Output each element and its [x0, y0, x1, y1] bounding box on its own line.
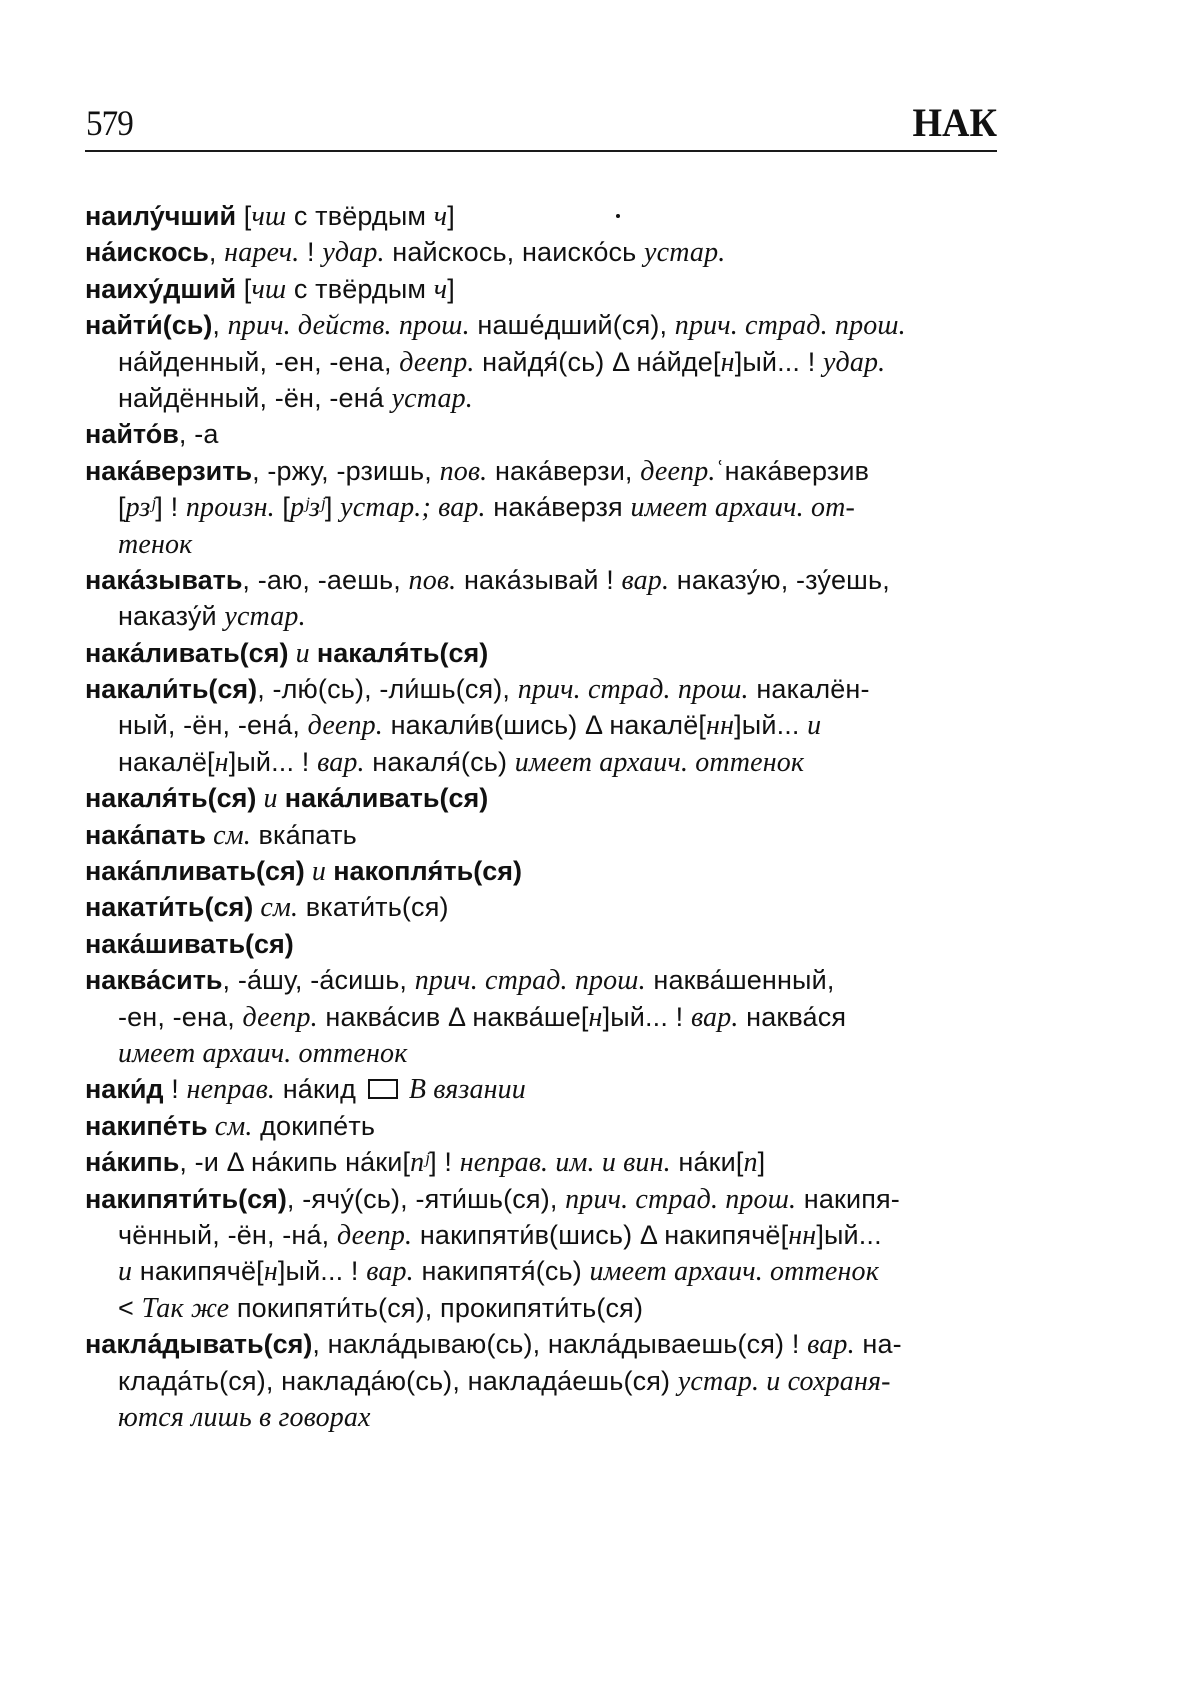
dictionary-entry — [85, 198, 997, 234]
entry-line-head — [85, 1144, 997, 1180]
entry-text: ]ый... ! — [602, 1001, 691, 1032]
entry-line-head — [85, 1108, 997, 1144]
grammar-label: деепр. — [399, 346, 475, 378]
headword: найто́в — [85, 419, 179, 450]
grammar-label: нн — [706, 710, 735, 742]
entry-line-continuation — [85, 526, 997, 562]
grammar-label: ются лишь в говорах — [118, 1401, 371, 1433]
guide-word: НАК — [912, 100, 997, 145]
entry-text: , -ржу, -рзишь, — [252, 455, 440, 486]
headword: нака́зывать — [85, 564, 243, 595]
dictionary-entry — [85, 453, 997, 562]
grammar-label: см. — [206, 819, 251, 851]
entry-text: найскось, наиско́сь — [384, 237, 645, 268]
grammar-label: нареч. — [224, 237, 300, 269]
dictionary-entry — [85, 271, 997, 307]
grammar-label: ч — [433, 273, 448, 305]
entry-line-continuation — [85, 1035, 997, 1071]
entry-text: наказу́ю, -зу́ешь, — [669, 564, 890, 595]
entry-text: на́йденный, -ен, -ена, — [118, 346, 400, 377]
entry-text: докипе́ть — [252, 1110, 376, 1141]
grammar-label: и — [304, 856, 334, 888]
entry-text: ]ый... — [734, 710, 808, 741]
header-rule-divider — [85, 150, 997, 152]
grammar-label: прич. страд. прош. — [414, 965, 646, 997]
grammar-label: деепр. — [336, 1219, 413, 1251]
headword: наки́д — [85, 1074, 164, 1105]
grammar-label: чш — [251, 201, 287, 232]
grammar-label: прич. страд. прош. — [674, 310, 906, 342]
grammar-label: прич. действ. прош. — [227, 310, 470, 342]
entry-text: ] — [447, 201, 455, 231]
entry-text: < — [118, 1292, 142, 1323]
grammar-label: неправ. — [186, 1074, 276, 1106]
entry-text: , -а — [178, 419, 219, 450]
entry-text: ] ! — [429, 1147, 460, 1178]
grammar-label: н — [263, 1256, 278, 1288]
entry-text: ] ! — [155, 492, 186, 523]
entry-text: накипяти́в(шись) Δ накипячё[ — [412, 1219, 789, 1250]
headword: наква́сить — [85, 965, 223, 996]
entry-text: , — [208, 237, 225, 268]
headword: нака́ливать(ся) — [85, 637, 289, 668]
grammar-label: н — [214, 746, 229, 778]
grammar-label: пов. — [408, 564, 457, 596]
entry-text: наква́шенный, — [645, 965, 835, 996]
grammar-label: прич. страд. прош. — [565, 1183, 797, 1215]
dictionary-entry — [85, 853, 997, 889]
grammar-label: неправ. им. и вин. — [459, 1147, 671, 1179]
entry-text: клада́ть(ся), наклада́ю(сь), наклада́ешь(ся) — [118, 1365, 678, 1396]
grammar-label: имеет архаич. оттенок — [514, 746, 805, 778]
entry-text: наква́сив Δ наква́ше[ — [317, 1001, 589, 1032]
grammar-label: имеет архаич. оттенок — [589, 1256, 879, 1288]
headword: наилу́чший — [85, 201, 237, 231]
entry-line-continuation — [85, 380, 997, 416]
entry-text: найдённый, -ён, -ена́ — [118, 382, 392, 413]
entry-line-continuation — [85, 489, 997, 525]
grammar-label: деепр. — [307, 710, 383, 742]
entry-text: наказу́й — [118, 601, 225, 632]
entry-text: наше́дший(ся), — [469, 310, 675, 341]
grammar-label: и — [807, 710, 822, 742]
headword: нака́пать — [85, 819, 206, 850]
entry-line-head — [85, 1326, 997, 1362]
headword: накла́дывать(ся) — [85, 1329, 313, 1360]
entry-line-continuation — [85, 744, 997, 780]
dictionary-entry — [85, 1071, 997, 1107]
dictionary-entry — [85, 1326, 997, 1435]
headword: на́кипь — [85, 1147, 180, 1178]
entry-line-head — [85, 889, 997, 925]
entry-line-head — [85, 962, 997, 998]
entry-text: ] — [757, 1147, 766, 1178]
entry-line-head — [85, 198, 997, 234]
dictionary-entry — [85, 962, 997, 1071]
entry-line-continuation — [85, 1399, 997, 1435]
grammar-label: вар. — [317, 746, 365, 778]
entry-text: , -лю́(сь), -ли́шь(ся), — [257, 674, 518, 705]
entry-text: [ — [274, 492, 291, 523]
empty-square-icon — [368, 1079, 398, 1099]
grammar-label: пов. — [439, 455, 488, 487]
entry-line-continuation — [85, 999, 997, 1035]
headword: на́искось — [85, 237, 209, 268]
entry-text: [ — [236, 201, 252, 231]
grammar-label: устар. — [224, 601, 306, 633]
entry-line-head — [85, 1181, 997, 1217]
dictionary-entry — [85, 671, 997, 780]
dictionary-entry — [85, 416, 997, 452]
headword: найти́(сь) — [85, 310, 213, 341]
headword: накаля́ть(ся) — [85, 783, 257, 814]
dictionary-entry — [85, 1108, 997, 1144]
grammar-label: н — [588, 1001, 603, 1033]
grammar-label: н — [720, 346, 735, 378]
entry-line-head — [85, 926, 997, 962]
headword: накали́ть(ся) — [85, 674, 258, 705]
entry-line-head — [85, 817, 997, 853]
entry-text: на́ки[ — [670, 1147, 744, 1178]
grammar-label: прич. страд. прош. — [517, 674, 749, 706]
entry-text: ] — [324, 492, 341, 523]
grammar-label: устар. и сохраня- — [677, 1365, 891, 1397]
grammar-label: и — [288, 637, 317, 669]
entry-text: ʿнака́верзив — [715, 455, 870, 486]
entry-text: ]ый... — [816, 1219, 882, 1250]
entry-text: накали́в(шись) Δ накалё[ — [382, 710, 707, 741]
entry-list — [85, 198, 997, 1435]
entry-text: с твёрдым — [286, 201, 434, 231]
grammar-label: и — [118, 1256, 133, 1288]
entry-line-head — [85, 780, 997, 816]
entry-text: ]ый... ! — [734, 346, 824, 377]
dictionary-entry — [85, 307, 997, 416]
grammar-label: В вязании — [401, 1074, 526, 1106]
entry-line-continuation — [85, 1217, 997, 1253]
entry-text: наква́ся — [738, 1001, 847, 1032]
grammar-label: вар. — [807, 1329, 855, 1361]
headword: нака́шивать(ся) — [85, 928, 294, 959]
entry-text: найдя́(сь) Δ на́йде[ — [474, 346, 721, 377]
grammar-label: вар. — [621, 564, 670, 596]
entry-text: накаля́(сь) — [364, 746, 515, 777]
entry-line-head — [85, 416, 997, 452]
grammar-label: произн. — [185, 492, 275, 524]
dictionary-entry — [85, 817, 997, 853]
entry-text: накалён- — [748, 674, 870, 705]
entry-text: вка́пать — [250, 819, 357, 850]
headword: накопля́ть(ся) — [333, 856, 522, 887]
entry-text: покипяти́ть(ся), прокипяти́ть(ся) — [229, 1292, 644, 1323]
page-number: 579 — [86, 103, 133, 143]
grammar-label: нн — [788, 1219, 817, 1251]
entry-text: , -а́шу, -а́сишь, — [222, 965, 415, 996]
print-speck — [616, 214, 620, 218]
entry-line-head — [85, 562, 997, 598]
entry-line-continuation — [85, 707, 997, 743]
entry-text: накипя- — [796, 1183, 900, 1214]
entry-text: [ — [236, 273, 252, 304]
headword: накаля́ть(ся) — [316, 637, 489, 668]
grammar-label: деепр. — [640, 455, 716, 487]
entry-text: на- — [854, 1329, 902, 1360]
entry-text: ный, -ён, -ена́, — [118, 710, 308, 741]
entry-text: ] — [447, 273, 455, 304]
entry-line-head — [85, 1071, 997, 1107]
grammar-label: пʲ — [410, 1147, 430, 1179]
grammar-label: и — [256, 783, 285, 815]
entry-text: , -аю, -аешь, — [242, 564, 409, 595]
entry-text: вкати́ть(ся) — [298, 892, 449, 923]
entry-line-head — [85, 307, 997, 343]
entry-text: , накла́дываю(сь), накла́дываешь(ся) ! — [312, 1329, 808, 1360]
headword: накипе́ть — [85, 1110, 208, 1141]
entry-text: , — [212, 310, 228, 341]
entry-text: -ен, -ена, — [118, 1001, 243, 1032]
grammar-label: Так же — [141, 1292, 230, 1324]
entry-text: ]ый... ! — [228, 746, 318, 777]
entry-line-head — [85, 234, 997, 270]
entry-line-head — [85, 453, 997, 489]
dictionary-entry — [85, 926, 997, 962]
entry-line-head — [85, 635, 997, 671]
entry-text: нака́верзя — [485, 492, 631, 523]
entry-text: накипятя́(сь) — [413, 1256, 590, 1287]
dictionary-entry — [85, 889, 997, 925]
grammar-label: имеет архаич. оттенок — [118, 1037, 408, 1069]
entry-line-continuation — [85, 1363, 997, 1399]
grammar-label: см. — [253, 892, 299, 924]
grammar-label: рʲзʲ — [290, 492, 325, 524]
entry-line-head — [85, 853, 997, 889]
entry-text: накалё[ — [118, 746, 215, 777]
grammar-label: тенок — [118, 528, 193, 560]
headword: нака́верзить — [85, 455, 253, 486]
entry-line-continuation — [85, 1290, 997, 1326]
grammar-label: деепр. — [242, 1001, 318, 1033]
entry-text: нака́верзи, — [487, 455, 641, 486]
grammar-label: ч — [433, 201, 448, 232]
entry-line-head — [85, 671, 997, 707]
headword: нака́пливать(ся) — [85, 856, 305, 887]
dictionary-entry — [85, 1181, 997, 1327]
dictionary-entry — [85, 562, 997, 635]
headword: нака́ливать(ся) — [284, 783, 489, 814]
dictionary-entry — [85, 1144, 997, 1180]
headword: накипяти́ть(ся) — [85, 1183, 287, 1214]
entry-text: , -и Δ на́кипь на́ки[ — [179, 1147, 411, 1178]
entry-text: ]ый... ! — [277, 1256, 367, 1287]
grammar-label: см. — [207, 1110, 253, 1142]
entry-text: чённый, -ён, -на́, — [118, 1219, 337, 1250]
grammar-label: устар. — [644, 237, 726, 269]
entry-line-continuation — [85, 1253, 997, 1289]
entry-text: ! — [163, 1074, 187, 1105]
entry-text: с твёрдым — [286, 273, 434, 304]
running-head — [85, 98, 997, 148]
grammar-label: удар. — [823, 346, 886, 378]
headword: наиху́дший — [85, 273, 237, 304]
grammar-label: вар. — [366, 1256, 414, 1288]
dictionary-entry — [85, 234, 997, 270]
grammar-label: удар. — [322, 237, 385, 269]
headword: накати́ть(ся) — [85, 892, 254, 923]
grammar-label: вар. — [690, 1001, 739, 1033]
dictionary-entry — [85, 780, 997, 816]
grammar-label: имеет архаич. от- — [630, 492, 855, 524]
grammar-label: устар.; вар. — [340, 492, 486, 524]
entry-text: нака́зывай ! — [456, 564, 622, 595]
entry-text: накипячё[ — [132, 1256, 264, 1287]
grammar-label: рзʲ — [125, 492, 156, 524]
entry-text: на́кид — [275, 1074, 364, 1105]
grammar-label: чш — [251, 273, 287, 305]
grammar-label: устар. — [391, 382, 473, 414]
grammar-label: п — [743, 1147, 758, 1179]
entry-text: , -ячу́(сь), -яти́шь(ся), — [286, 1183, 566, 1214]
entry-line-head — [85, 271, 997, 307]
entry-line-continuation — [85, 598, 997, 634]
entry-text: [ — [118, 492, 126, 523]
dictionary-entry — [85, 635, 997, 671]
entry-line-continuation — [85, 344, 997, 380]
entry-text: ! — [299, 237, 323, 268]
